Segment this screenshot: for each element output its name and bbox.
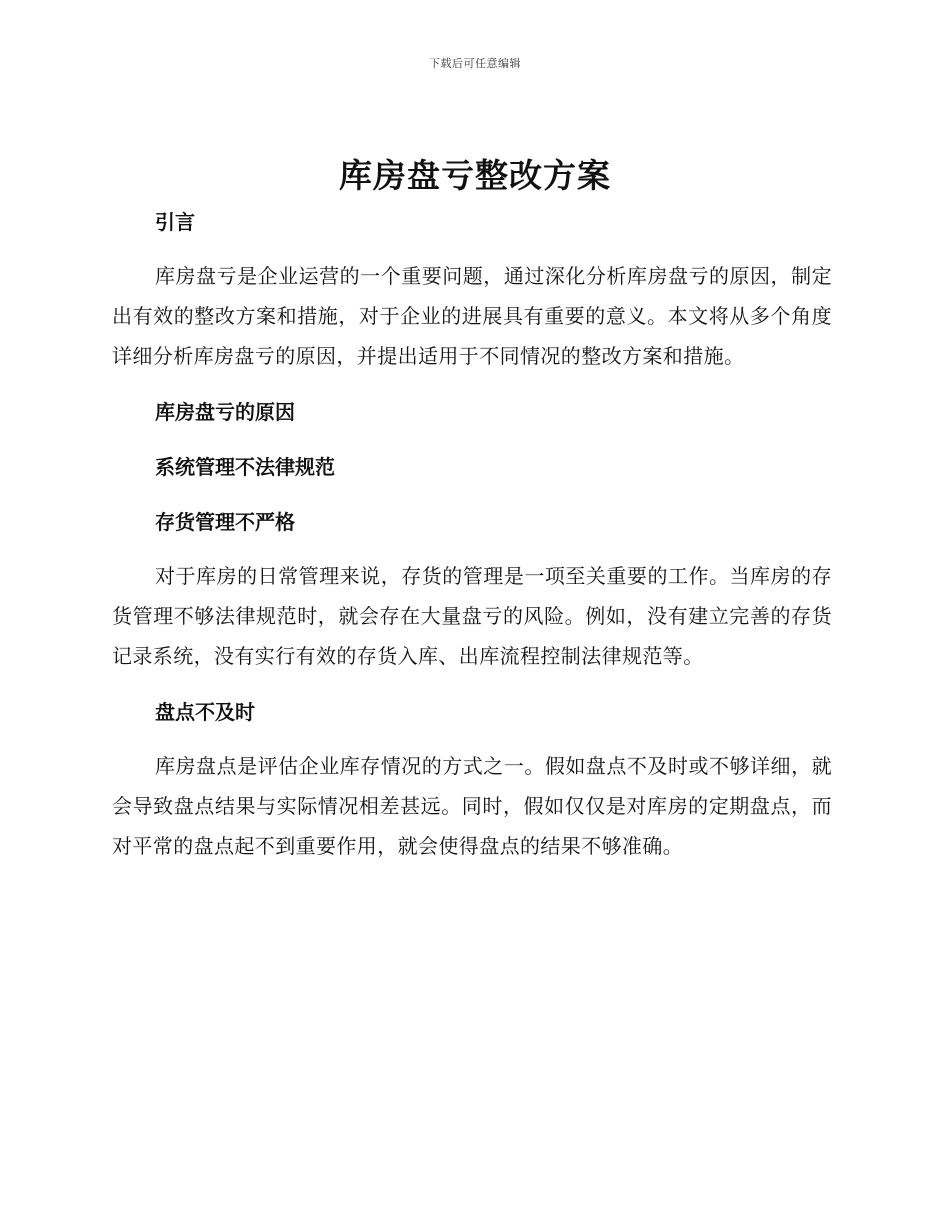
subsection-heading-count: 盘点不及时 [155,700,255,724]
paragraph-intro: 库房盘亏是企业运营的一个重要问题，通过深化分析库房盘亏的原因，制定出有效的整改方案和措施，对于企业的进展具有重要的意义。本文将从多个角度详细分析库房盘亏的原因，并提出适用于不同情况的整改方案和措施。 [112,264,832,368]
section-heading-causes: 库房盘亏的原因 [155,400,295,424]
header-note: 下载后可任意编辑 [429,57,521,70]
document-title: 库房盘亏整改方案 [339,156,611,195]
paragraph-stock: 对于库房的日常管理来说，存货的管理是一项至关重要的工作。当库房的存货管理不够法律规范时，就会存在大量盘亏的风险。例如，没有建立完善的存货记录系统，没有实行有效的存货入库、出库流程控制法律规范等。 [112,564,832,668]
paragraph-count: 库房盘点是评估企业库存情况的方式之一。假如盘点不及时或不够详细，就会导致盘点结果与实际情况相差甚远。同时，假如仅仅是对库房的定期盘点，而对平常的盘点起不到重要作用，就会使得盘点的结果不够准确。 [112,754,832,858]
subsection-heading-system: 系统管理不法律规范 [155,455,335,479]
section-heading-intro: 引言 [155,210,195,234]
subsection-heading-stock: 存货管理不严格 [155,510,295,534]
document-body [112,200,832,866]
